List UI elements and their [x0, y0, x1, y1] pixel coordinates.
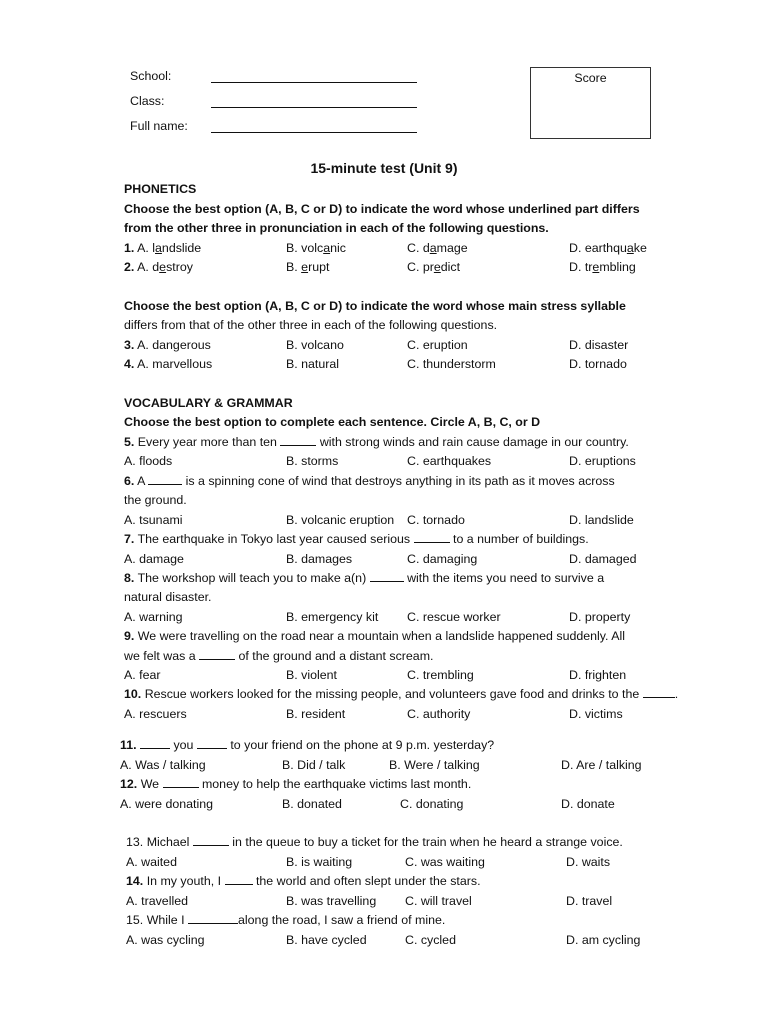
q1-c-text-end: mage — [436, 241, 468, 255]
q12-option-d[interactable]: D. donate — [561, 797, 615, 811]
q12-number: 12. — [120, 777, 138, 791]
q15-option-d[interactable]: D. am cycling — [566, 933, 641, 947]
q8-option-a[interactable]: A. warning — [124, 610, 183, 624]
q9-option-d[interactable]: D. frighten — [569, 668, 627, 682]
q1-option-a[interactable] — [124, 241, 201, 255]
q12-stem-text-end: money to help the earthquake victims last month. — [201, 777, 472, 791]
q1-option-b[interactable] — [286, 241, 346, 255]
q12-option-c[interactable]: C. donating — [400, 797, 464, 811]
q2-c-underlined: e — [433, 260, 441, 274]
q9-stem — [124, 629, 625, 643]
q6-option-a[interactable]: A. tsunami — [124, 513, 183, 527]
q10-blank[interactable] — [643, 687, 675, 698]
phonetics-instruction-1: Choose the best option (A, B, C or D) to indicate the word whose underlined part differs — [124, 202, 640, 216]
q8-stem-text-end: with the items you need to survive a — [407, 571, 605, 585]
q2-b-text-end: rupt — [308, 260, 330, 274]
q5-number: 5. — [124, 435, 135, 449]
q1-b-underlined: a — [323, 241, 331, 255]
q2-d-text: D. tr — [569, 260, 593, 274]
q2-b-underlined: e — [301, 260, 309, 274]
q4-a-text: A. marvellous — [137, 357, 213, 371]
q13-number: 13. — [126, 835, 144, 849]
q8-option-c[interactable]: C. rescue worker — [407, 610, 501, 624]
q13-stem-text-end: in the queue to buy a ticket for the train when he heard a strange voice. — [232, 835, 623, 849]
q14-stem-text-end: the world and often slept under the stars. — [255, 874, 481, 888]
q15-option-c[interactable]: C. cycled — [405, 933, 456, 947]
q1-number: 1. — [124, 241, 135, 255]
q3-option-c[interactable]: C. eruption — [407, 338, 468, 352]
q12-blank[interactable] — [163, 777, 199, 788]
q4-number: 4. — [124, 357, 135, 371]
q1-b-text-end: nic — [330, 241, 346, 255]
q1-a-text-end: ndslide — [161, 241, 202, 255]
q14-option-c[interactable]: C. will travel — [405, 894, 472, 908]
stress-instruction-line2: differs from that of the other three in each of the following questions. — [124, 318, 498, 332]
q14-blank[interactable] — [225, 874, 253, 885]
q5-option-a[interactable]: A. floods — [124, 454, 173, 468]
q11-number: 11. — [120, 738, 137, 752]
q4-option-c[interactable]: C. thunderstorm — [407, 357, 496, 371]
q7-stem-text-end: to a number of buildings. — [453, 532, 589, 546]
q9-option-c[interactable]: C. trembling — [407, 668, 474, 682]
q6-stem-line2: the ground. — [124, 493, 187, 507]
q7-option-b[interactable]: B. damages — [286, 552, 353, 566]
phonetics-heading: PHONETICS — [124, 182, 197, 196]
q9-option-a[interactable]: A. fear — [124, 668, 161, 682]
school-field[interactable] — [211, 82, 417, 83]
school-label: School: — [130, 69, 172, 83]
fullname-label: Full name: — [130, 119, 188, 133]
q7-blank[interactable] — [414, 532, 450, 543]
q2-a-text: A. d — [137, 260, 160, 274]
q5-blank[interactable] — [280, 435, 316, 446]
stress-instruction: Choose the best option (A, B, C or D) to indicate the word whose main stress syllable — [124, 299, 626, 313]
q13-blank[interactable] — [193, 835, 229, 846]
q9-number: 9. — [124, 629, 135, 643]
q1-c-text: C. d — [407, 241, 430, 255]
q2-d-text-end: mbling — [599, 260, 636, 274]
q1-d-text-end: ke — [633, 241, 647, 255]
q8-number: 8. — [124, 571, 135, 585]
q9-option-b[interactable]: B. violent — [286, 668, 337, 682]
q10-stem — [124, 687, 678, 701]
q7-option-d[interactable]: D. damaged — [569, 552, 637, 566]
q8-option-b[interactable]: B. emergency kit — [286, 610, 379, 624]
q1-a-text: A. l — [137, 241, 156, 255]
q2-option-a[interactable] — [124, 260, 193, 274]
q2-d-underlined: e — [592, 260, 600, 274]
q4-option-b[interactable]: B. natural — [286, 357, 340, 371]
q11-option-a[interactable]: A. Was / talking — [120, 758, 206, 772]
q3-option-a[interactable] — [124, 338, 211, 352]
q12-option-b[interactable]: B. donated — [282, 797, 342, 811]
q1-b-text: B. volc — [286, 241, 324, 255]
q12-option-a[interactable]: A. were donating — [120, 797, 213, 811]
q3-option-d[interactable]: D. disaster — [569, 338, 629, 352]
q13-option-d[interactable]: D. waits — [566, 855, 611, 869]
q5-stem-text-end: with strong winds and rain cause damage in our country. — [319, 435, 629, 449]
q9-stem-line2 — [124, 649, 433, 663]
q12-stem — [120, 777, 471, 791]
q15-stem-text-end: along the road, I saw a friend of mine. — [238, 913, 446, 927]
q15-option-b[interactable]: B. have cycled — [286, 933, 367, 947]
q10-option-a[interactable]: A. rescuers — [124, 707, 187, 721]
q2-option-b[interactable] — [286, 260, 329, 274]
q1-a-underlined: a — [155, 241, 162, 255]
score-box[interactable] — [530, 67, 651, 139]
q13-option-a[interactable]: A. waited — [126, 855, 177, 869]
q11-stem-text-end: to your friend on the phone at 9 p.m. yesterday? — [230, 738, 495, 752]
q2-number: 2. — [124, 260, 135, 274]
q5-stem-text: Every year more than ten — [137, 435, 277, 449]
q5-option-b[interactable]: B. storms — [286, 454, 339, 468]
vocab-heading: VOCABULARY & GRAMMAR — [124, 396, 293, 410]
q7-option-a[interactable]: A. damage — [124, 552, 184, 566]
q9-stem-text-2: we felt was a — [124, 649, 196, 663]
q13-stem-text: Michael — [146, 835, 190, 849]
q6-blank[interactable] — [148, 474, 182, 485]
q11-option-d[interactable]: D. Are / talking — [561, 758, 642, 772]
q11-blank-1[interactable] — [140, 738, 170, 749]
q15-option-a[interactable]: A. was cycling — [126, 933, 205, 947]
q4-option-d[interactable]: D. tornado — [569, 357, 627, 371]
q15-number: 15. — [126, 913, 144, 927]
q1-option-c[interactable] — [407, 241, 468, 255]
q13-stem — [126, 835, 623, 849]
q1-d-underlined: a — [626, 241, 634, 255]
q7-stem-text: The earthquake in Tokyo last year caused serious — [137, 532, 411, 546]
q14-stem-text: In my youth, I — [146, 874, 222, 888]
q10-number: 10. — [124, 687, 142, 701]
q1-d-text: D. earthqu — [569, 241, 627, 255]
q11-stem-text: you — [173, 738, 194, 752]
q11-stem — [120, 738, 494, 752]
q6-stem — [124, 474, 615, 488]
q8-stem-text: The workshop will teach you to make a(n) — [137, 571, 367, 585]
q6-option-d[interactable]: D. landslide — [569, 513, 634, 527]
q10-option-c[interactable]: C. authority — [407, 707, 471, 721]
q14-stem — [126, 874, 481, 888]
q3-option-b[interactable]: B. volcano — [286, 338, 344, 352]
q10-option-d[interactable]: D. victims — [569, 707, 623, 721]
q7-stem — [124, 532, 589, 546]
q9-stem-text-end: of the ground and a distant scream. — [238, 649, 434, 663]
q15-stem-text: While I — [146, 913, 185, 927]
q11-option-b[interactable]: B. Did / talk — [282, 758, 346, 772]
phonetics-instruction-1-line2: from the other three in pronunciation in each of the following questions. — [124, 221, 549, 235]
q7-number: 7. — [124, 532, 135, 546]
q9-blank[interactable] — [199, 649, 235, 660]
q5-option-c[interactable]: C. earthquakes — [407, 454, 492, 468]
q15-stem — [126, 913, 445, 927]
q2-b-text: B. — [286, 260, 302, 274]
q14-number: 14. — [126, 874, 144, 888]
q8-option-d[interactable]: D. property — [569, 610, 631, 624]
q13-option-c[interactable]: C. was waiting — [405, 855, 485, 869]
q2-a-underlined: e — [159, 260, 167, 274]
q14-option-a[interactable]: A. travelled — [126, 894, 188, 908]
q2-option-d[interactable] — [569, 260, 636, 274]
q1-option-d[interactable] — [569, 241, 647, 255]
q6-number: 6. — [124, 474, 135, 488]
vocab-instruction: Choose the best option to complete each sentence. Circle A, B, C, or D — [124, 415, 541, 429]
score-label: Score — [574, 71, 607, 85]
q2-c-text: C. pr — [407, 260, 434, 274]
q10-option-b[interactable]: B. resident — [286, 707, 346, 721]
q2-c-text-end: dict — [440, 260, 461, 274]
q12-stem-text: We — [140, 777, 160, 791]
class-field[interactable] — [211, 107, 417, 108]
q10-stem-text-end: . — [674, 687, 679, 701]
fullname-field[interactable] — [211, 132, 417, 133]
q9-stem-text: We were travelling on the road near a mountain when a landslide happened suddenly. All — [137, 629, 626, 643]
q11-blank-2[interactable] — [197, 738, 227, 749]
page-title: 15-minute test (Unit 9) — [310, 160, 458, 176]
q14-option-d[interactable]: D. travel — [566, 894, 613, 908]
q4-option-a[interactable] — [124, 357, 212, 371]
q6-option-c[interactable]: C. tornado — [407, 513, 465, 527]
q10-stem-text: Rescue workers looked for the missing people, and volunteers gave food and drinks to the — [144, 687, 640, 701]
q2-option-c[interactable] — [407, 260, 460, 274]
q8-stem — [124, 571, 604, 585]
q14-option-b[interactable]: B. was travelling — [286, 894, 377, 908]
q8-stem-line2: natural disaster. — [124, 590, 212, 604]
q6-stem-text: A — [137, 474, 145, 488]
q15-blank[interactable] — [188, 913, 238, 924]
q7-option-c[interactable]: C. damaging — [407, 552, 478, 566]
class-label: Class: — [130, 94, 165, 108]
q11-option-c[interactable]: B. Were / talking — [389, 758, 480, 772]
q5-option-d[interactable]: D. eruptions — [569, 454, 636, 468]
q6-stem-text-end: is a spinning cone of wind that destroys anything in its path as it moves across — [185, 474, 615, 488]
q8-blank[interactable] — [370, 571, 404, 582]
q13-option-b[interactable]: B. is waiting — [286, 855, 353, 869]
q5-stem — [124, 435, 629, 449]
q3-number: 3. — [124, 338, 135, 352]
q6-option-b[interactable]: B. volcanic eruption — [286, 513, 395, 527]
q3-a-text: A. dangerous — [137, 338, 211, 352]
q2-a-text-end: stroy — [166, 260, 193, 274]
q1-c-underlined: a — [429, 241, 437, 255]
